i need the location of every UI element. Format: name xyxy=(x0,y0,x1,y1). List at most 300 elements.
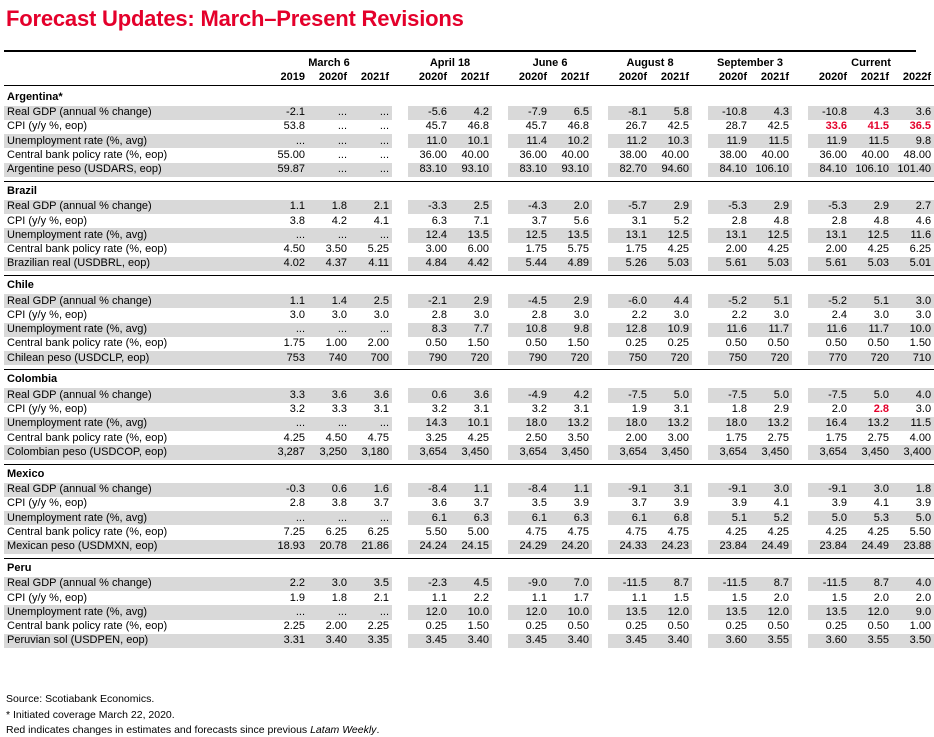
table-cell: 10.8 xyxy=(508,323,550,337)
table-cell: 1.50 xyxy=(467,337,490,350)
column-gap xyxy=(592,540,608,554)
table-cell: 1.1 xyxy=(266,294,308,308)
column-gap xyxy=(392,634,408,648)
table-row xyxy=(4,337,934,351)
table-cell: 4.25 xyxy=(767,525,790,538)
column-gap xyxy=(592,351,608,365)
table-cell: 4.89 xyxy=(550,257,592,271)
table-cell: 5.1 xyxy=(750,294,792,308)
table-cell: ... xyxy=(350,163,392,177)
table-cell: 6.1 xyxy=(508,511,550,525)
table-cell: ... xyxy=(350,323,392,337)
table-cell: 3.55 xyxy=(750,634,792,648)
table-cell: -3.3 xyxy=(408,200,450,214)
table-row xyxy=(4,605,934,619)
table-cell: 36.5 xyxy=(909,120,932,133)
table-cell: 2.75 xyxy=(767,431,790,444)
table-cell: 0.6 xyxy=(408,388,450,402)
table-cell: 13.2 xyxy=(750,417,792,431)
column-gap xyxy=(692,308,708,322)
table-cell: 59.87 xyxy=(266,163,308,177)
table-cell: 5.1 xyxy=(850,294,892,308)
column-gap xyxy=(492,417,508,431)
year-header: 2020f xyxy=(608,70,650,85)
column-gap xyxy=(392,148,408,162)
table-cell: ... xyxy=(379,120,389,133)
table-cell: -8.4 xyxy=(408,483,450,497)
table-cell: 3.25 xyxy=(425,431,447,444)
table-cell: 3.5 xyxy=(531,497,548,510)
table-cell: 790 xyxy=(408,351,450,365)
table-cell: 2.0 xyxy=(873,591,890,604)
table-cell: 1.1 xyxy=(631,591,648,604)
table-row xyxy=(4,483,934,497)
table-cell: 4.25 xyxy=(867,525,890,538)
table-cell: 6.25 xyxy=(325,525,347,538)
column-gap xyxy=(692,540,708,554)
table-cell: 3.1 xyxy=(473,403,490,416)
table-cell: 2.00 xyxy=(625,431,648,444)
table-cell: 3.2 xyxy=(531,403,548,416)
table-cell: 55.00 xyxy=(277,148,305,161)
table-cell: 4.75 xyxy=(367,431,389,444)
column-gap xyxy=(392,620,408,634)
table-cell: 3.45 xyxy=(608,634,650,648)
row-label: Central bank policy rate (%, eop) xyxy=(7,431,168,444)
table-cell: 94.60 xyxy=(650,163,692,177)
column-gap xyxy=(792,106,808,120)
row-label: CPI (y/y %, eop) xyxy=(7,214,88,227)
group-header: April 18 xyxy=(429,56,471,69)
table-cell: 700 xyxy=(350,351,392,365)
table-cell: -9.1 xyxy=(608,483,650,497)
column-gap xyxy=(792,634,808,648)
table-cell: 3.50 xyxy=(892,634,934,648)
column-gap xyxy=(692,134,708,148)
table-cell: 4.3 xyxy=(750,106,792,120)
table-row xyxy=(4,351,934,365)
table-cell: ... xyxy=(266,511,308,525)
table-cell: 5.50 xyxy=(425,525,447,538)
table-row xyxy=(4,577,934,591)
table-cell: 83.10 xyxy=(408,163,450,177)
column-gap xyxy=(692,525,708,539)
table-row xyxy=(4,445,934,459)
column-gap xyxy=(592,591,608,605)
table-cell: 40.00 xyxy=(761,148,790,161)
table-cell: 3.60 xyxy=(708,634,750,648)
country-name: Brazil xyxy=(7,184,37,197)
table-cell: 0.25 xyxy=(667,337,690,350)
table-cell: 84.10 xyxy=(808,163,850,177)
table-cell: 1.8 xyxy=(331,591,347,604)
table-cell: 40.00 xyxy=(461,148,490,161)
table-cell: 101.40 xyxy=(892,163,934,177)
column-gap xyxy=(392,243,408,257)
table-cell: 4.8 xyxy=(773,214,790,227)
table-cell: 5.03 xyxy=(750,257,792,271)
table-cell: 4.42 xyxy=(450,257,492,271)
table-cell: 3.2 xyxy=(431,403,447,416)
column-gap xyxy=(492,577,508,591)
table-cell: 12.0 xyxy=(650,605,692,619)
table-cell: 2.8 xyxy=(289,497,305,510)
row-label: Argentine peso (USDARS, eop) xyxy=(4,163,266,177)
column-gap xyxy=(492,323,508,337)
column-gap xyxy=(492,120,508,134)
year-header: 2021f xyxy=(450,70,492,85)
table-cell: 3.00 xyxy=(667,431,690,444)
column-gap xyxy=(392,577,408,591)
table-cell: 42.5 xyxy=(667,120,690,133)
column-gap xyxy=(592,577,608,591)
table-cell: 5.8 xyxy=(650,106,692,120)
table-cell: 2.0 xyxy=(915,591,932,604)
table-cell: -5.3 xyxy=(708,200,750,214)
table-cell: 12.5 xyxy=(750,228,792,242)
column-gap xyxy=(692,337,708,351)
table-cell: 12.5 xyxy=(508,228,550,242)
table-cell: 13.5 xyxy=(808,605,850,619)
table-cell: 2.0 xyxy=(550,200,592,214)
column-gap xyxy=(392,120,408,134)
table-cell: 11.5 xyxy=(750,134,792,148)
table-cell: 5.0 xyxy=(892,511,934,525)
table-cell: 4.75 xyxy=(667,525,690,538)
table-row xyxy=(4,511,934,525)
column-gap xyxy=(492,337,508,351)
column-gap xyxy=(392,337,408,351)
country-header xyxy=(4,88,934,106)
column-gap xyxy=(492,431,508,445)
column-gap xyxy=(592,634,608,648)
year-header: 2021f xyxy=(550,70,592,85)
group-header: September 3 xyxy=(717,56,784,69)
column-gap xyxy=(392,483,408,497)
column-gap xyxy=(692,577,708,591)
table-cell: 3.6 xyxy=(892,106,934,120)
row-label: Unemployment rate (%, avg) xyxy=(4,134,266,148)
table-cell: 1.1 xyxy=(531,591,548,604)
table-cell: 13.5 xyxy=(608,605,650,619)
table-cell: 1.1 xyxy=(431,591,447,604)
table-cell: 3.31 xyxy=(266,634,308,648)
table-cell: 2.9 xyxy=(750,200,792,214)
forecast-table xyxy=(4,56,934,648)
table-row xyxy=(4,323,934,337)
column-gap xyxy=(692,257,708,271)
table-cell: 12.0 xyxy=(750,605,792,619)
table-cell: 23.84 xyxy=(708,540,750,554)
table-cell: 0.6 xyxy=(308,483,350,497)
table-cell: 45.7 xyxy=(525,120,548,133)
table-cell: 4.3 xyxy=(850,106,892,120)
table-cell: 3.6 xyxy=(308,388,350,402)
column-gap xyxy=(392,388,408,402)
row-label: Central bank policy rate (%, eop) xyxy=(7,337,168,350)
column-gap xyxy=(692,228,708,242)
table-cell: ... xyxy=(337,148,347,161)
table-cell: 3,654 xyxy=(508,445,550,459)
column-gap xyxy=(592,214,608,228)
column-gap xyxy=(792,243,808,257)
table-cell: -4.9 xyxy=(508,388,550,402)
table-cell: 24.24 xyxy=(408,540,450,554)
table-cell: 2.0 xyxy=(773,591,790,604)
column-gap xyxy=(592,403,608,417)
column-gap xyxy=(392,70,408,85)
table-cell: -10.8 xyxy=(808,106,850,120)
table-cell: 4.02 xyxy=(266,257,308,271)
column-gap xyxy=(792,577,808,591)
table-cell: 4.75 xyxy=(567,525,590,538)
table-cell: 4.4 xyxy=(650,294,692,308)
table-row xyxy=(4,294,934,308)
table-cell: 2.25 xyxy=(367,620,389,633)
column-gap xyxy=(392,445,408,459)
table-cell: -2.1 xyxy=(408,294,450,308)
table-cell: 24.49 xyxy=(850,540,892,554)
table-cell: -6.0 xyxy=(608,294,650,308)
table-cell: 1.1 xyxy=(450,483,492,497)
column-gap xyxy=(492,540,508,554)
table-cell: 6.25 xyxy=(909,243,932,256)
table-cell: 11.0 xyxy=(408,134,450,148)
table-cell: 2.8 xyxy=(531,308,548,321)
column-gap xyxy=(492,445,508,459)
column-gap xyxy=(792,70,808,85)
table-cell: 0.25 xyxy=(525,620,548,633)
country-name: Argentina* xyxy=(7,90,63,103)
table-cell: 7.7 xyxy=(450,323,492,337)
table-cell: 13.1 xyxy=(808,228,850,242)
table-cell: 3,654 xyxy=(808,445,850,459)
table-cell: 5.01 xyxy=(892,257,934,271)
row-label: Chilean peso (USDCLP, eop) xyxy=(4,351,266,365)
group-header: August 8 xyxy=(626,56,674,69)
table-cell: 2.00 xyxy=(825,243,848,256)
table-row xyxy=(4,540,934,554)
table-cell: 9.8 xyxy=(892,134,934,148)
table-cell: 4.2 xyxy=(331,214,347,227)
table-cell: 1.75 xyxy=(283,337,305,350)
table-cell: 1.1 xyxy=(550,483,592,497)
table-cell: 750 xyxy=(708,351,750,365)
column-gap xyxy=(492,56,508,70)
column-gap xyxy=(392,106,408,120)
table-cell: 1.75 xyxy=(725,431,748,444)
table-cell: 1.4 xyxy=(308,294,350,308)
table-cell: 4.75 xyxy=(625,525,648,538)
table-cell: 3.0 xyxy=(289,308,305,321)
table-row xyxy=(4,497,934,511)
table-cell: 3.1 xyxy=(631,214,648,227)
table-cell: 10.2 xyxy=(550,134,592,148)
column-gap xyxy=(792,134,808,148)
table-cell: 10.0 xyxy=(892,323,934,337)
row-label: Unemployment rate (%, avg) xyxy=(4,605,266,619)
column-gap xyxy=(492,294,508,308)
row-label: Peruvian sol (USDPEN, eop) xyxy=(4,634,266,648)
table-cell: 2.9 xyxy=(850,200,892,214)
header-blank xyxy=(4,70,266,85)
table-cell: 3.6 xyxy=(431,497,447,510)
table-cell: 3.0 xyxy=(331,308,347,321)
column-gap xyxy=(592,228,608,242)
column-gap xyxy=(492,200,508,214)
column-gap xyxy=(492,525,508,539)
table-cell: -2.3 xyxy=(408,577,450,591)
table-cell: 0.50 xyxy=(525,337,548,350)
column-gap xyxy=(692,445,708,459)
table-cell: ... xyxy=(350,511,392,525)
table-cell: 1.9 xyxy=(631,403,648,416)
table-cell: 5.44 xyxy=(508,257,550,271)
table-cell: 24.20 xyxy=(550,540,592,554)
year-header: 2021f xyxy=(850,70,892,85)
table-cell: 3.9 xyxy=(573,497,590,510)
table-row xyxy=(4,163,934,177)
table-cell: 4.25 xyxy=(725,525,748,538)
table-cell: 2.9 xyxy=(450,294,492,308)
table-cell: 3,450 xyxy=(450,445,492,459)
column-gap xyxy=(592,134,608,148)
column-gap xyxy=(692,56,708,70)
column-gap xyxy=(792,511,808,525)
table-cell: ... xyxy=(266,605,308,619)
table-cell: 6.3 xyxy=(431,214,447,227)
red-changes-note: Red indicates changes in estimates and forecasts since previous Latam Weekly. xyxy=(6,724,380,736)
table-cell: 3.40 xyxy=(450,634,492,648)
column-gap xyxy=(592,511,608,525)
column-gap xyxy=(692,605,708,619)
table-row xyxy=(4,228,934,242)
table-cell: 4.2 xyxy=(550,388,592,402)
top-rule xyxy=(4,50,916,52)
column-gap xyxy=(392,294,408,308)
column-gap xyxy=(592,388,608,402)
table-cell: 23.84 xyxy=(808,540,850,554)
table-cell: 7.25 xyxy=(283,525,305,538)
column-gap xyxy=(692,214,708,228)
column-gap xyxy=(692,431,708,445)
column-gap xyxy=(692,620,708,634)
row-label: CPI (y/y %, eop) xyxy=(7,591,88,604)
table-cell: 3.00 xyxy=(425,243,447,256)
table-cell: 4.1 xyxy=(373,214,389,227)
column-gap xyxy=(592,483,608,497)
table-cell: 40.00 xyxy=(561,148,590,161)
table-cell: -2.1 xyxy=(266,106,308,120)
column-gap xyxy=(492,591,508,605)
column-gap xyxy=(792,257,808,271)
table-cell: 2.5 xyxy=(350,294,392,308)
column-gap xyxy=(492,214,508,228)
table-cell: 1.7 xyxy=(573,591,590,604)
year-header: 2020f xyxy=(708,70,750,85)
table-cell: 3,654 xyxy=(408,445,450,459)
column-gap xyxy=(692,243,708,257)
table-cell: ... xyxy=(350,605,392,619)
table-cell: 3.0 xyxy=(915,403,932,416)
table-cell: 3,654 xyxy=(608,445,650,459)
year-header: 2021f xyxy=(650,70,692,85)
column-gap xyxy=(492,634,508,648)
table-cell: 0.50 xyxy=(767,620,790,633)
table-cell: 3.45 xyxy=(408,634,450,648)
table-cell: 3.0 xyxy=(473,308,490,321)
column-gap xyxy=(692,323,708,337)
table-cell: 3.0 xyxy=(915,308,932,321)
row-label: Real GDP (annual % change) xyxy=(4,388,266,402)
table-cell: 3.40 xyxy=(308,634,350,648)
column-gap xyxy=(792,148,808,162)
row-label: Central bank policy rate (%, eop) xyxy=(7,148,168,161)
table-cell: 11.9 xyxy=(808,134,850,148)
column-gap xyxy=(492,403,508,417)
table-cell: 5.61 xyxy=(808,257,850,271)
table-cell: 7.1 xyxy=(473,214,490,227)
table-cell: 6.25 xyxy=(367,525,389,538)
table-cell: 3.35 xyxy=(350,634,392,648)
table-cell: 3.9 xyxy=(673,497,690,510)
table-cell: 3.9 xyxy=(731,497,748,510)
table-cell: 4.11 xyxy=(350,257,392,271)
column-gap xyxy=(492,163,508,177)
table-cell: 10.3 xyxy=(650,134,692,148)
table-cell: 10.1 xyxy=(450,134,492,148)
table-cell: 11.6 xyxy=(892,228,934,242)
table-cell: -0.3 xyxy=(266,483,308,497)
table-cell: 6.00 xyxy=(467,243,490,256)
table-row xyxy=(4,388,934,402)
table-cell: -4.3 xyxy=(508,200,550,214)
column-gap xyxy=(392,417,408,431)
column-gap xyxy=(792,403,808,417)
column-gap xyxy=(492,70,508,85)
year-header: 2020f xyxy=(408,70,450,85)
table-cell: 2.0 xyxy=(831,403,848,416)
table-row xyxy=(4,308,934,322)
column-gap xyxy=(592,620,608,634)
table-cell: 3.0 xyxy=(573,308,590,321)
table-cell: 4.25 xyxy=(667,243,690,256)
table-cell: 720 xyxy=(650,351,692,365)
table-cell: 12.0 xyxy=(408,605,450,619)
table-cell: 3,450 xyxy=(650,445,692,459)
column-gap xyxy=(592,605,608,619)
table-cell: 93.10 xyxy=(550,163,592,177)
table-cell: 18.0 xyxy=(608,417,650,431)
table-cell: 1.75 xyxy=(825,431,848,444)
table-cell: 5.75 xyxy=(567,243,590,256)
table-cell: 36.00 xyxy=(819,148,848,161)
column-gap xyxy=(792,200,808,214)
table-cell: 4.2 xyxy=(450,106,492,120)
table-cell: 3.3 xyxy=(266,388,308,402)
table-cell: 11.2 xyxy=(608,134,650,148)
table-cell: 13.1 xyxy=(708,228,750,242)
table-cell: 1.50 xyxy=(567,337,590,350)
table-cell: -4.5 xyxy=(508,294,550,308)
table-cell: 2.2 xyxy=(731,308,748,321)
column-gap xyxy=(692,294,708,308)
column-gap xyxy=(792,445,808,459)
row-label: Real GDP (annual % change) xyxy=(4,200,266,214)
table-cell: 770 xyxy=(808,351,850,365)
table-cell: 3.9 xyxy=(831,497,848,510)
table-cell: 24.15 xyxy=(450,540,492,554)
